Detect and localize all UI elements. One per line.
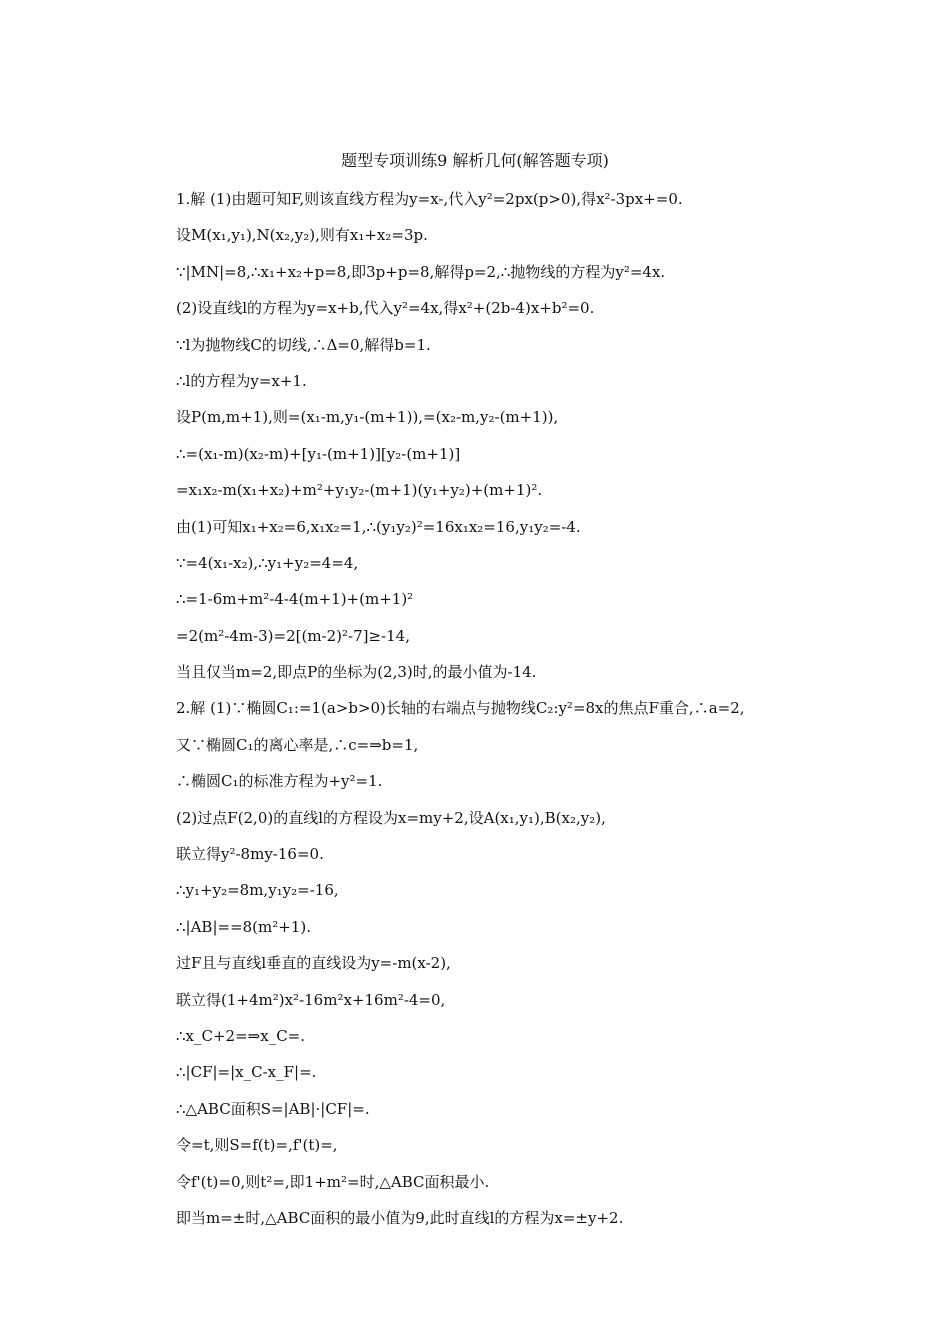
text-line: ∴l的方程为y=x+1. bbox=[176, 371, 307, 390]
text-line: (2)过点F(2,0)的直线l的方程设为x=my+2,设A(x₁,y₁),B(x₂,y₂), bbox=[176, 808, 606, 827]
text-line: 由(1)可知x₁+x₂=6,x₁x₂=1,∴(y₁y₂)²=16x₁x₂=16,y₁y₂=-4. bbox=[176, 517, 581, 536]
text-line: ∴|CF|=|x_C-x_F|=. bbox=[176, 1063, 317, 1082]
text-line: ∵|MN|=8,∴x₁+x₂+p=8,即3p+p=8,解得p=2,∴抛物线的方程为y²=4x. bbox=[176, 262, 666, 281]
text-line: ∵l为抛物线C的切线,∴Δ=0,解得b=1. bbox=[176, 335, 431, 354]
page-title: 题型专项训练9 解析几何(解答题专项) bbox=[341, 151, 609, 170]
text-line: ∴△ABC面积S=|AB|·|CF|=. bbox=[176, 1099, 370, 1118]
text-line: ∴|AB|==8(m²+1). bbox=[176, 917, 312, 936]
text-line: (2)设直线l的方程为y=x+b,代入y²=4x,得x²+(2b-4)x+b²=0. bbox=[176, 299, 595, 318]
text-line: 过F且与直线l垂直的直线设为y=-m(x-2), bbox=[176, 954, 451, 973]
text-line: 令f'(t)=0,则t²=,即1+m²=时,△ABC面积最小. bbox=[176, 1172, 490, 1191]
text-line: ∴y₁+y₂=8m,y₁y₂=-16, bbox=[176, 881, 339, 900]
text-line: ∵=4(x₁-x₂),∴y₁+y₂=4=4, bbox=[176, 553, 359, 572]
text-line: 当且仅当m=2,即点P的坐标为(2,3)时,的最小值为-14. bbox=[176, 663, 537, 682]
text-line: =2(m²-4m-3)=2[(m-2)²-7]≥-14, bbox=[176, 626, 410, 645]
text-line: ∴x_C+2=⇒x_C=. bbox=[176, 1026, 306, 1045]
text-line: ∴=1-6m+m²-4-4(m+1)+(m+1)² bbox=[176, 590, 414, 609]
solution-body bbox=[176, 186, 816, 1241]
text-line: 设P(m,m+1),则=(x₁-m,y₁-(m+1)),=(x₂-m,y₂-(m+1)), bbox=[176, 408, 559, 427]
text-line: 设M(x₁,y₁),N(x₂,y₂),则有x₁+x₂=3p. bbox=[176, 226, 428, 245]
text-line: 令=t,则S=f(t)=,f'(t)=, bbox=[176, 1136, 338, 1155]
text-line: 1.解 (1)由题可知F,则该直线方程为y=x-,代入y²=2px(p>0),得x²-3px+=0. bbox=[176, 190, 683, 208]
text-line: 即当m=±时,△ABC面积的最小值为9,此时直线l的方程为x=±y+2. bbox=[176, 1208, 624, 1227]
text-line: ∴椭圆C₁的标准方程为+y²=1. bbox=[176, 772, 383, 791]
text-line: 又∵椭圆C₁的离心率是,∴c=⇒b=1, bbox=[176, 735, 419, 754]
text-line: 2.解 (1)∵椭圆C₁:=1(a>b>0)长轴的右端点与抛物线C₂:y²=8x的焦点F重合,∴a=2, bbox=[176, 699, 745, 718]
text-line: =x₁x₂-m(x₁+x₂)+m²+y₁y₂-(m+1)(y₁+y₂)+(m+1)². bbox=[176, 481, 543, 500]
text-line: 联立得y²-8my-16=0. bbox=[176, 845, 324, 864]
text-line: ∴=(x₁-m)(x₂-m)+[y₁-(m+1)][y₂-(m+1)] bbox=[176, 444, 461, 463]
text-line: 联立得(1+4m²)x²-16m²x+16m²-4=0, bbox=[176, 990, 446, 1009]
